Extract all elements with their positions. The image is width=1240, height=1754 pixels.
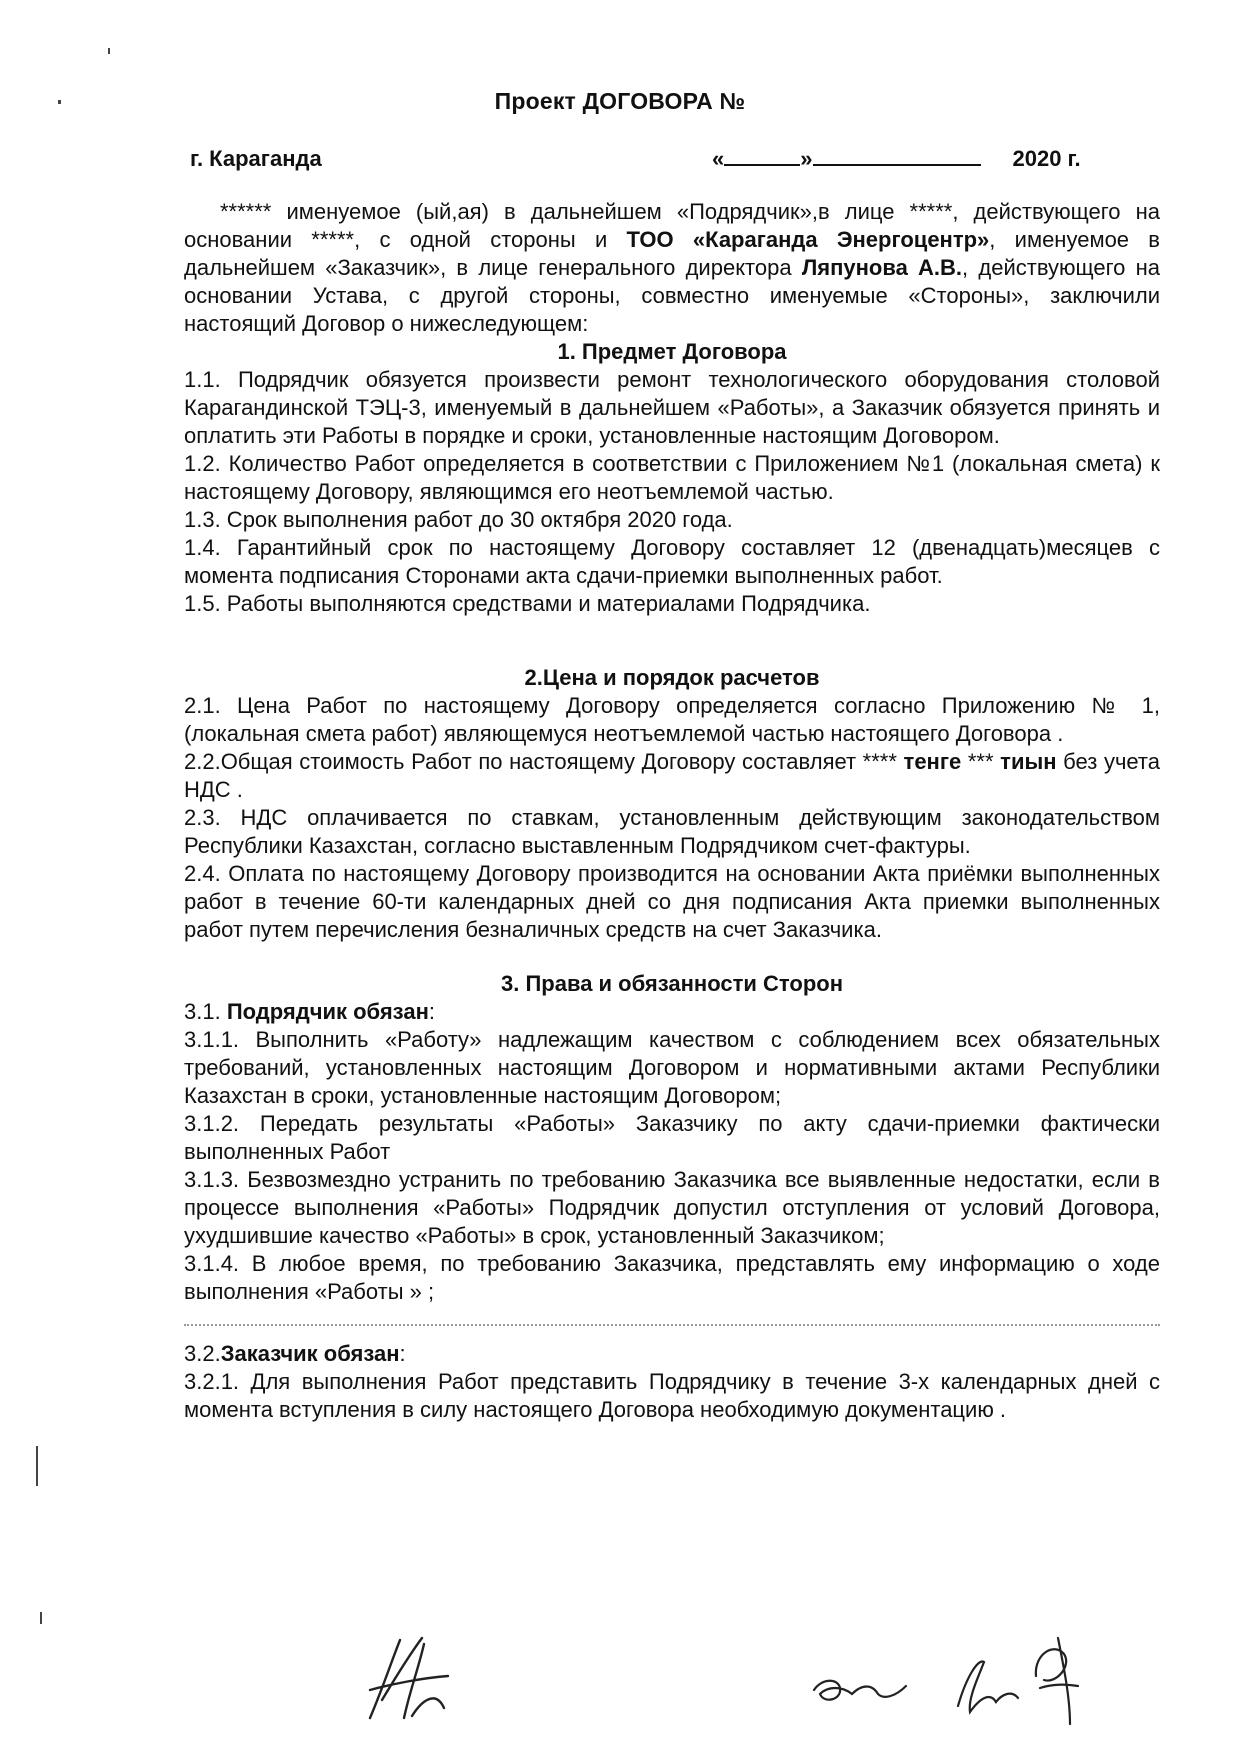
section3-heading: 3. Права и обязанности Сторон <box>501 971 843 996</box>
signature-right <box>808 1628 1128 1728</box>
clause-1-3: 1.3. Срок выполнения работ до 30 октября 2020 года. <box>184 507 733 532</box>
intro-paragraph: ****** именуемое (ый,ая) в дальнейшем «Подрядчик»,в лице *****, действующего на основании *****, с одной стороны и ТОО «Караганда Энергоцентр», именуемое в дальнейшем «Заказчик», в лице генерального директора Ляпунова А.В., действующего на основании Устава, с другой стороны, совместно именуемые «Стороны», заключили настоящий Договор о нижеследующем: <box>184 199 1160 336</box>
clause-2-4: 2.4. Оплата по настоящему Договору производится на основании Акта приёмки выполненных работ в течение 60-ти календарных дней со дня подписания Акта приемки выполненных работ путем перечисления безналичных средств на счет Заказчика. <box>184 861 1160 942</box>
contract-date <box>712 146 1081 172</box>
date-year: 2020 г. <box>1012 146 1081 171</box>
clause-1-1: 1.1. Подрядчик обязуется произвести ремонт технологического оборудования столовой Карагандинской ТЭЦ-3, именуемый в дальнейшем «Работы», а Заказчик обязуется принять и оплатить эти Работы в порядке и сроки, установленные настоящим Договором. <box>184 367 1160 448</box>
day-blank-line <box>724 146 800 166</box>
clause-3-1-header: 3.1. Подрядчик обязан: <box>184 999 435 1024</box>
clause-3-1-3: 3.1.3. Безвозмездно устранить по требованию Заказчика все выявленные недостатки, если в процессе выполнения «Работы» Подрядчик допустил отступления от условий Договора, ухудшившие качество «Работы» в срок, установленный Заказчиком; <box>184 1167 1160 1248</box>
clause-2-1: 2.1. Цена Работ по настоящему Договору определяется согласно Приложению № 1, (локальная смета работ) являющемуся неотъемлемой частью настоящего Договора . <box>184 693 1160 746</box>
date-close-quote: » <box>800 146 813 171</box>
scan-speck <box>108 48 110 54</box>
contract-body <box>184 198 1160 1424</box>
clause-1-4: 1.4. Гарантийный срок по настоящему Договору составляет 12 (двенадцать)месяцев с момента подписания Сторонами акта сдачи-приемки выполненных работ. <box>184 535 1160 588</box>
date-open-quote: « <box>712 146 725 171</box>
clause-3-1-2: 3.1.2. Передать результаты «Работы» Заказчику по акту сдачи-приемки фактически выполненных Работ <box>184 1111 1160 1164</box>
clause-3-1-4: 3.1.4. В любое время, по требованию Заказчика, представлять ему информацию о ходе выполнения «Работы » ; <box>184 1251 1160 1304</box>
clause-3-2-1: 3.2.1. Для выполнения Работ представить Подрядчику в течение 3-х календарных дней с момента вступления в силу настоящего Договора необходимую документацию . <box>184 1369 1160 1422</box>
contract-city: г. Караганда <box>190 146 322 171</box>
month-blank-line <box>813 146 981 166</box>
clause-2-2: 2.2.Общая стоимость Работ по настоящему Договору составляет **** тенге *** тиын без учета НДС . <box>184 749 1161 802</box>
clause-1-5: 1.5. Работы выполняются средствами и материалами Подрядчика. <box>184 591 871 616</box>
clause-3-2-header: 3.2.Заказчик обязан: <box>184 1341 406 1366</box>
clause-2-3: 2.3. НДС оплачивается по ставкам, установленным действующим законодательством Республики Казахстан, согласно выставленным Подрядчиком счет-фактуры. <box>184 805 1160 858</box>
dotted-divider <box>184 1324 1160 1326</box>
clause-1-2: 1.2. Количество Работ определяется в соответствии с Приложением №1 (локальная смета) к настоящему Договору, являющимся его неотъемлемой частью. <box>184 451 1160 504</box>
scan-speck <box>36 1446 38 1486</box>
scan-speck <box>40 1612 42 1624</box>
section1-heading: 1. Предмет Договора <box>557 339 787 364</box>
section2-heading: 2.Цена и порядок расчетов <box>524 665 820 690</box>
signature-left <box>352 1630 472 1730</box>
document-title: Проект ДОГОВОРА № <box>494 88 746 114</box>
clause-3-1-1: 3.1.1. Выполнить «Работу» надлежащим качеством с соблюдением всех обязательных требований, установленных настоящим Договором и нормативными актами Республики Казахстан в сроки, установленные настоящим Договором; <box>184 1027 1160 1108</box>
